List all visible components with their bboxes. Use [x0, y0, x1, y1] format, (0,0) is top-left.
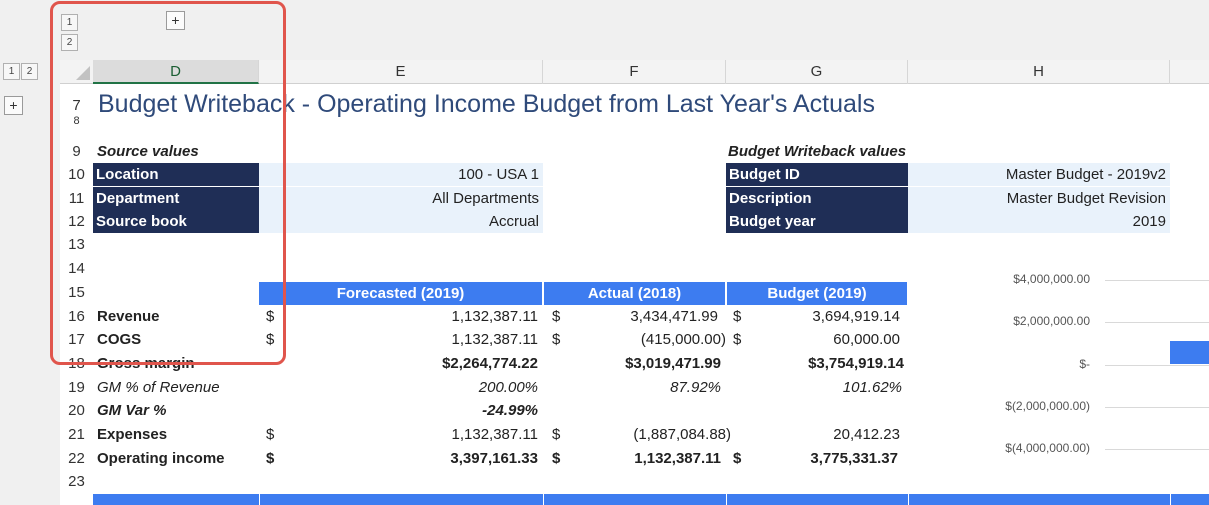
currency-sign: $ — [552, 308, 561, 325]
cogs-actual[interactable]: (415,000.00) — [640, 331, 726, 348]
row-header-11[interactable]: 11 — [68, 190, 85, 207]
chart-y-tick-label: $(4,000,000.00) — [1005, 441, 1090, 455]
source-value-source-book[interactable]: Accrual — [259, 210, 543, 233]
header-forecasted[interactable]: Forecasted (2019) — [259, 282, 542, 305]
writeback-value-description[interactable]: Master Budget Revision — [908, 187, 1170, 210]
operating-income-actual[interactable]: 1,132,387.11 — [634, 450, 721, 467]
row-label-revenue[interactable]: Revenue — [97, 308, 160, 325]
row-header-7[interactable]: 7 — [72, 97, 81, 114]
currency-sign: $ — [733, 331, 742, 348]
currency-sign: $ — [266, 426, 275, 443]
row-header-13[interactable]: 13 — [68, 236, 85, 253]
row-header-14[interactable]: 14 — [68, 260, 85, 277]
expand-columns-plus-icon[interactable]: + — [166, 11, 185, 30]
currency-sign: $ — [266, 450, 275, 467]
chart-y-tick-label: $(2,000,000.00) — [1005, 398, 1090, 413]
row-header-18[interactable]: 18 — [68, 355, 85, 372]
gross-margin-budget[interactable]: $3,754,919.14 — [808, 355, 904, 372]
row-label-cogs[interactable]: COGS — [97, 331, 142, 348]
row-header-10[interactable]: 10 — [68, 166, 85, 183]
row-header-9[interactable]: 9 — [72, 143, 81, 160]
highlight-annotation-box — [50, 1, 286, 365]
row-header-23[interactable]: 23 — [68, 473, 85, 490]
column-header-d[interactable]: D — [93, 60, 259, 84]
next-table-header-strip — [260, 494, 543, 505]
expenses-actual[interactable]: (1,887,084.88) — [633, 426, 731, 443]
row-header-15[interactable]: 15 — [68, 284, 85, 301]
writeback-values-heading: Budget Writeback values — [728, 143, 907, 160]
row-header-21[interactable]: 21 — [68, 426, 85, 443]
source-label-source-book[interactable]: Source book — [93, 210, 259, 233]
chart-bar[interactable] — [1170, 341, 1209, 365]
currency-sign: $ — [733, 450, 742, 467]
row-label-gm-pct-revenue[interactable]: GM % of Revenue — [97, 379, 220, 396]
row-label-gross-margin[interactable]: Gross margin — [97, 355, 195, 372]
chart-gridline — [1105, 407, 1209, 408]
writeback-label-budget-id[interactable]: Budget ID — [726, 163, 908, 186]
next-table-header-strip — [1171, 494, 1209, 505]
row-header-19[interactable]: 19 — [68, 379, 85, 396]
expenses-budget[interactable]: 20,412.23 — [833, 426, 900, 443]
source-value-department[interactable]: All Departments — [259, 187, 543, 210]
cogs-forecasted[interactable]: 1,132,387.11 — [451, 331, 538, 348]
row-label-operating-income[interactable]: Operating income — [97, 450, 225, 467]
chart-gridline — [1105, 449, 1209, 450]
chart-y-tick-label: $2,000,000.00 — [1013, 314, 1090, 329]
writeback-label-description[interactable]: Description — [726, 187, 908, 210]
row-outline-level-1-button[interactable]: 1 — [3, 63, 20, 80]
column-header-f[interactable]: F — [543, 60, 726, 84]
row-header-12[interactable]: 12 — [68, 213, 85, 230]
row-outline-level-2-button[interactable]: 2 — [21, 63, 38, 80]
gross-margin-forecasted[interactable]: $2,264,774.22 — [442, 355, 538, 372]
header-budget[interactable]: Budget (2019) — [727, 282, 907, 305]
chart-y-tick-label: $- — [1079, 356, 1090, 371]
currency-sign: $ — [266, 308, 275, 325]
outline-level-1-button[interactable]: 1 — [61, 14, 78, 31]
revenue-budget[interactable]: 3,694,919.14 — [812, 308, 900, 325]
source-label-department[interactable]: Department — [93, 187, 259, 210]
row-header-20[interactable]: 20 — [68, 402, 85, 419]
currency-sign: $ — [552, 331, 561, 348]
currency-sign: $ — [552, 426, 561, 443]
outline-level-2-button[interactable]: 2 — [61, 34, 78, 51]
cogs-budget[interactable]: 60,000.00 — [833, 331, 900, 348]
chart-gridline — [1105, 280, 1209, 281]
source-value-location[interactable]: 100 - USA 1 — [259, 163, 543, 186]
currency-sign: $ — [552, 450, 561, 467]
revenue-actual[interactable]: 3,434,471.99 — [630, 308, 718, 325]
gross-margin-actual[interactable]: $3,019,471.99 — [625, 355, 721, 372]
row-header-8[interactable]: 8 — [73, 115, 80, 127]
sheet-title: Budget Writeback - Operating Income Budget from Last Year's Actuals — [98, 90, 875, 118]
operating-income-forecasted[interactable]: 3,397,161.33 — [450, 450, 538, 467]
gm-pct-budget[interactable]: 101.62% — [842, 379, 902, 396]
row-header-16[interactable]: 16 — [68, 308, 85, 325]
next-table-header-strip — [727, 494, 908, 505]
next-table-header-strip — [93, 494, 259, 505]
row-header-22[interactable]: 22 — [68, 450, 85, 467]
currency-sign: $ — [266, 331, 275, 348]
chart-gridline — [1105, 365, 1209, 366]
header-actual[interactable]: Actual (2018) — [544, 282, 725, 305]
gm-pct-actual[interactable]: 87.92% — [670, 379, 721, 396]
writeback-value-budget-year[interactable]: 2019 — [908, 210, 1170, 233]
expenses-forecasted[interactable]: 1,132,387.11 — [451, 426, 538, 443]
chart-gridline — [1105, 322, 1209, 323]
column-header-g[interactable]: G — [726, 60, 908, 84]
currency-sign: $ — [733, 308, 742, 325]
operating-income-budget[interactable]: 3,775,331.37 — [810, 450, 898, 467]
writeback-label-budget-year[interactable]: Budget year — [726, 210, 908, 233]
row-header-17[interactable]: 17 — [68, 331, 85, 348]
source-values-heading: Source values — [97, 143, 199, 160]
column-header-e[interactable]: E — [259, 60, 543, 84]
next-table-header-strip — [909, 494, 1170, 505]
gm-pct-forecasted[interactable]: 200.00% — [478, 379, 538, 396]
gm-var-forecasted[interactable]: -24.99% — [482, 402, 538, 419]
chart-y-tick-label: $4,000,000.00 — [1013, 272, 1090, 286]
column-header-h[interactable]: H — [908, 60, 1170, 84]
row-label-expenses[interactable]: Expenses — [97, 426, 168, 443]
writeback-value-budget-id[interactable]: Master Budget - 2019v2 — [908, 163, 1170, 186]
row-label-gm-var[interactable]: GM Var % — [97, 402, 167, 419]
expand-rows-plus-icon[interactable]: + — [4, 96, 23, 115]
revenue-forecasted[interactable]: 1,132,387.11 — [451, 308, 538, 325]
next-table-header-strip — [544, 494, 726, 505]
source-label-location[interactable]: Location — [93, 163, 259, 186]
